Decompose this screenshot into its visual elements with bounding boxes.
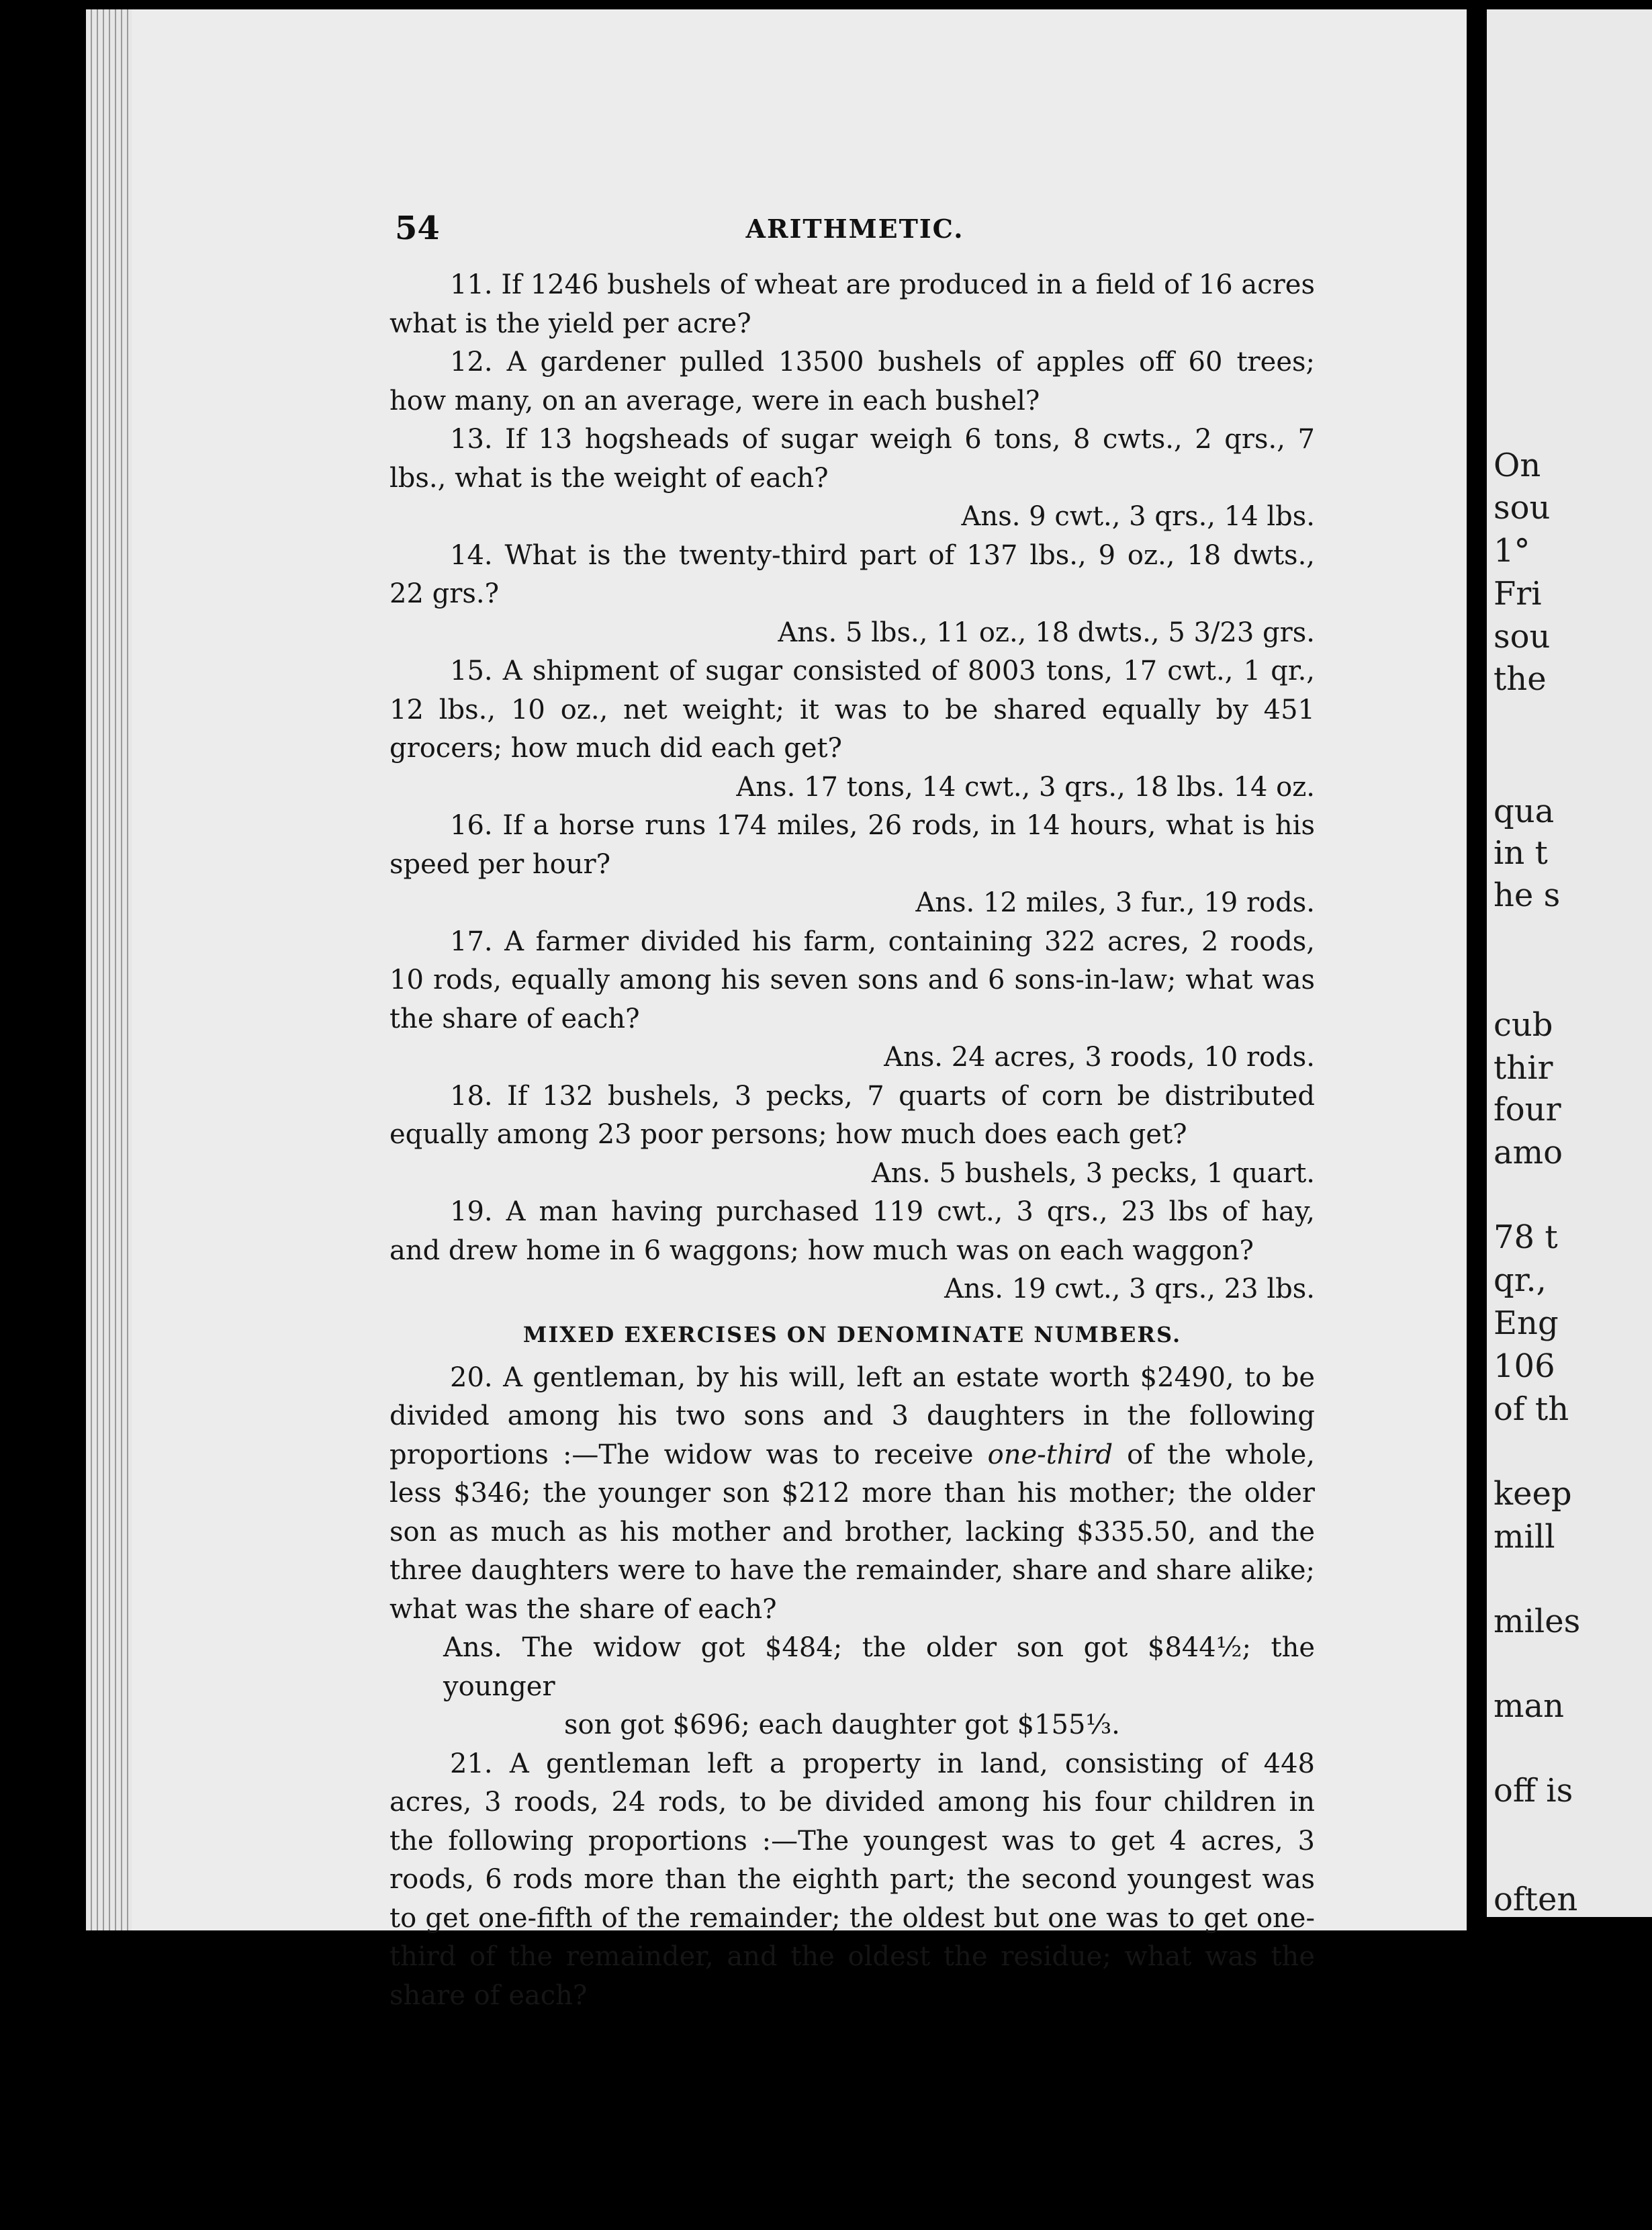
facing-fragment: sou — [1494, 618, 1551, 656]
page-number: 54 — [395, 210, 440, 247]
problem-18: 18. If 132 bushels, 3 pecks, 7 quarts of corn be distributed equally among 23 poor persons; how much does each get? — [389, 1080, 1315, 1150]
facing-fragment: in t — [1494, 834, 1548, 872]
answer-15: Ans. 17 tons, 14 cwt., 3 qrs., 18 lbs. 14 oz. — [736, 771, 1315, 803]
page-header — [395, 210, 1315, 250]
facing-fragment: man — [1494, 1687, 1565, 1725]
facing-fragment: thir — [1494, 1049, 1553, 1087]
page-body — [389, 266, 1315, 2015]
facing-fragment: amo — [1494, 1134, 1563, 1171]
facing-fragment: mill — [1494, 1518, 1555, 1556]
answer-17: Ans. 24 acres, 3 roods, 10 rods. — [884, 1042, 1315, 1073]
facing-fragment: he s — [1494, 877, 1561, 914]
answer-18: Ans. 5 bushels, 3 pecks, 1 quart. — [871, 1157, 1315, 1189]
facing-page — [1487, 9, 1652, 1917]
facing-fragment: Eng — [1494, 1304, 1559, 1342]
facing-fragment: cub — [1494, 1006, 1553, 1044]
problem-21: 21. A gentleman left a property in land, consisting of 448 acres, 3 roods, 24 rods, to be divided among his four children in the following proportions :—The youngest was to get 4 acres, 3 roods, 6 rods more than the eighth part; the second youngest was to get one-fifth of the remainder; the oldest but one was to get one-third of the remainder, and the oldest the residue; what was the share of each? — [389, 1748, 1315, 2011]
answer-14: Ans. 5 lbs., 11 oz., 18 dwts., 5 3/23 grs. — [778, 617, 1315, 648]
problem-12: 12. A gardener pulled 13500 bushels of apples off 60 trees; how many, on an average, were in each bushel? — [389, 347, 1315, 416]
problem-20 — [389, 1359, 1315, 1630]
answer-20-line-2: son got $696; each daughter got $155⅓. — [564, 1709, 1120, 1740]
facing-fragment: 106 — [1494, 1347, 1555, 1385]
answer-20-line-1: Ans. The widow got $484; the older son got $844½; the younger — [443, 1632, 1315, 1702]
answer-20 — [443, 1629, 1315, 1745]
facing-fragment: often — [1494, 1881, 1578, 1917]
answer-19: Ans. 19 cwt., 3 qrs., 23 lbs. — [944, 1274, 1315, 1304]
facing-fragment: off is — [1494, 1772, 1573, 1810]
answer-13: Ans. 9 cwt., 3 qrs., 14 lbs. — [961, 501, 1315, 532]
facing-fragment: qr., — [1494, 1261, 1547, 1299]
facing-fragment: of th — [1494, 1390, 1569, 1428]
problem-19: 19. A man having purchased 119 cwt., 3 qrs., 23 lbs of hay, and drew home in 6 waggons; how much was on each waggon? — [389, 1196, 1315, 1266]
page-edges — [86, 9, 133, 1930]
problem-20-text-start: 20. A gentleman, by his will, left an estate worth $2490, to be divided among his two sons and 3 daughters in the following proportions :—The widow was to receive — [389, 1362, 1315, 1470]
facing-fragment: miles — [1494, 1603, 1581, 1640]
facing-fragment: the — [1494, 660, 1547, 698]
facing-fragment: Fri — [1494, 575, 1542, 613]
facing-fragment: 1° — [1494, 532, 1530, 570]
answer-16: Ans. 12 miles, 3 fur., 19 rods. — [915, 887, 1315, 918]
facing-fragment: qua — [1494, 793, 1555, 830]
facing-fragment: sou — [1494, 489, 1551, 527]
problem-17: 17. A farmer divided his farm, containing 322 acres, 2 roods, 10 rods, equally among his seven sons and 6 sons-in-law; what was the share of each? — [389, 926, 1315, 1034]
problem-16: 16. If a horse runs 174 miles, 26 rods, in 14 hours, what is his speed per hour? — [389, 810, 1315, 880]
facing-fragment: keep — [1494, 1475, 1572, 1513]
problem-14: 14. What is the twenty-third part of 137 lbs., 9 oz., 18 dwts., 22 grs.? — [389, 539, 1315, 609]
facing-fragment: On — [1494, 447, 1541, 484]
problem-15: 15. A shipment of sugar consisted of 8003 tons, 17 cwt., 1 qr., 12 lbs., 10 oz., net weight; it was to be shared equally by 451 grocers; how much did each get? — [389, 656, 1315, 764]
facing-fragment: four — [1494, 1091, 1561, 1128]
problem-20-text-end: of the whole, less $346; the younger son $212 more than his mother; the older son as much as his mother and brother, lacking $335.50, and the three daughters were to have the remainder, share and share alike; what was the share of each? — [389, 1439, 1315, 1625]
problem-13: 13. If 13 hogsheads of sugar weigh 6 tons, 8 cwts., 2 qrs., 7 lbs., what is the weight of each? — [389, 424, 1315, 494]
problem-11: 11. If 1246 bushels of wheat are produced in a field of 16 acres what is the yield per acre? — [389, 269, 1315, 339]
problem-20-emphasis: one-third — [987, 1439, 1113, 1470]
running-title: ARITHMETIC. — [745, 214, 964, 244]
section-heading: MIXED EXERCISES ON DENOMINATE NUMBERS. — [522, 1321, 1182, 1347]
book-gutter — [1467, 40, 1487, 1934]
facing-fragment: 78 t — [1494, 1218, 1558, 1256]
